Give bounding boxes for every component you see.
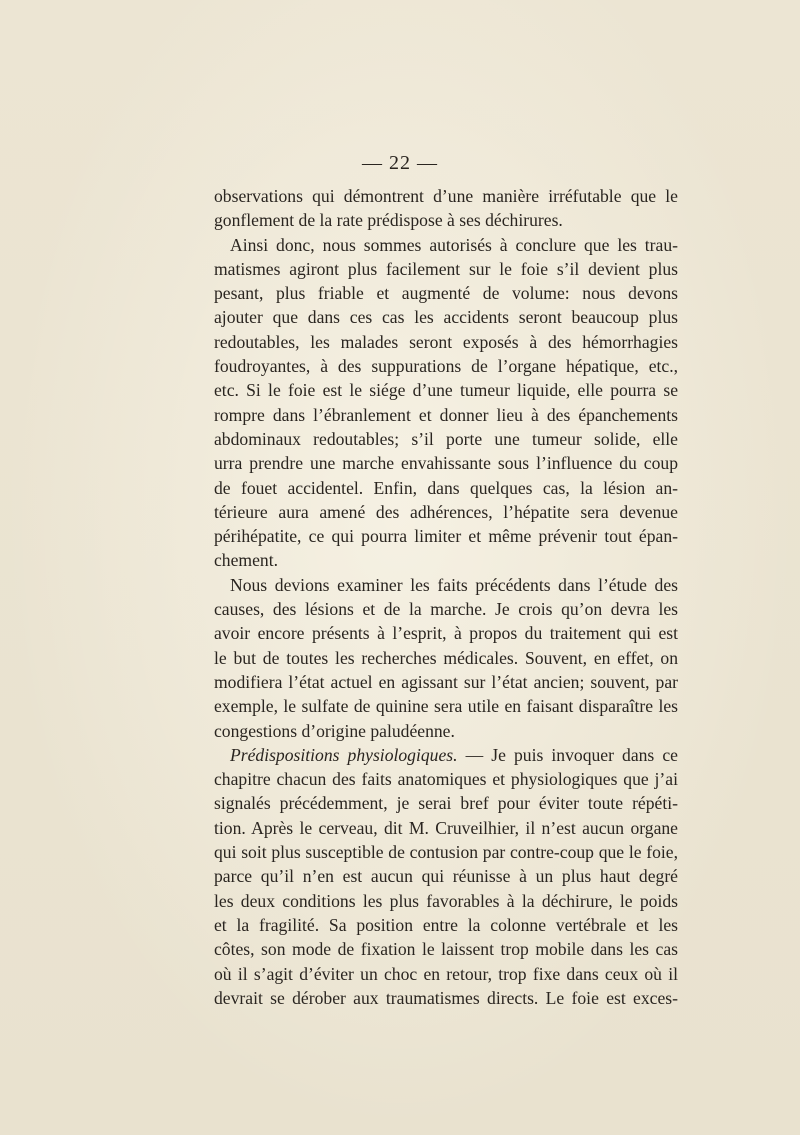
text-line bbox=[214, 233, 678, 257]
text-line bbox=[214, 500, 678, 524]
text-line bbox=[214, 354, 678, 378]
text-line bbox=[214, 281, 678, 305]
line-text: térieure aura amené des adhérences, l’hépatite sera devenue bbox=[214, 501, 678, 522]
line-text: périhépatite, ce qui pourra limiter et même prévenir tout épan- bbox=[214, 526, 678, 547]
text-line bbox=[214, 378, 678, 402]
line-text: où il s’agit d’éviter un choc en retour, trop fixe dans ceux où il bbox=[214, 963, 678, 984]
line-text: pesant, plus friable et augmenté de volume: nous devons bbox=[214, 283, 678, 304]
line-text: congestions d’origine paludéenne. bbox=[214, 720, 455, 741]
line-text: etc. Si le foie est le siége d’une tumeur liquide, elle pourra se bbox=[214, 380, 678, 401]
text-line bbox=[214, 476, 678, 500]
text-line bbox=[214, 962, 678, 986]
text-line bbox=[214, 791, 678, 815]
text-line bbox=[214, 597, 678, 621]
line-text: et la fragilité. Sa position entre la colonne vertébrale et les bbox=[214, 914, 678, 935]
line-text: le but de toutes les recherches médicales. Souvent, en effet, on bbox=[214, 647, 678, 668]
line-text: foudroyantes, à des suppurations de l’organe hépatique, etc., bbox=[214, 356, 678, 377]
line-text: exemple, le sulfate de quinine sera utile en faisant disparaître les bbox=[214, 696, 678, 717]
text-line bbox=[214, 184, 678, 208]
text-line bbox=[214, 889, 678, 913]
line-text: causes, des lésions et de la marche. Je crois qu’on devra les bbox=[214, 599, 678, 620]
text-line bbox=[214, 573, 678, 597]
text-line bbox=[214, 257, 678, 281]
text-line bbox=[214, 743, 678, 767]
body-text bbox=[214, 184, 678, 1010]
line-text: signalés précédemment, je serai bref pour éviter toute répéti- bbox=[214, 793, 678, 814]
line-text: chement. bbox=[214, 550, 278, 571]
line-text: Ainsi donc, nous sommes autorisés à conclure que les trau- bbox=[230, 234, 678, 255]
text-line bbox=[214, 816, 678, 840]
page-number: — 22 — bbox=[362, 152, 438, 174]
text-line bbox=[214, 451, 678, 475]
line-text: rompre dans l’ébranlement et donner lieu à des épanchements bbox=[214, 404, 678, 425]
line-text: urra prendre une marche envahissante sous l’influence du coup bbox=[214, 453, 678, 474]
text-line bbox=[214, 427, 678, 451]
text-line bbox=[214, 913, 678, 937]
line-text: observations qui démontrent d’une manière irréfutable que le bbox=[214, 186, 678, 206]
text-line bbox=[214, 548, 678, 572]
text-line bbox=[214, 330, 678, 354]
text-line bbox=[214, 719, 678, 743]
text-line bbox=[214, 305, 678, 329]
text-line bbox=[214, 937, 678, 961]
text-line bbox=[214, 670, 678, 694]
line-text: Nous devions examiner les faits précédents dans l’étude des bbox=[230, 574, 678, 595]
text-line bbox=[214, 403, 678, 427]
text-line bbox=[214, 208, 678, 232]
line-text: les deux conditions les plus favorables à la déchirure, le poids bbox=[214, 890, 678, 911]
text-line bbox=[214, 986, 678, 1010]
section-heading: Prédispositions physiologiques. bbox=[230, 744, 458, 765]
line-text: côtes, son mode de fixation le laissent trop mobile dans les cas bbox=[214, 939, 678, 960]
text-line bbox=[214, 646, 678, 670]
line-text: qui soit plus susceptible de contusion par contre-coup que le foie, bbox=[214, 842, 678, 863]
text-line bbox=[214, 524, 678, 548]
line-text: de fouet accidentel. Enfin, dans quelques cas, la lésion an- bbox=[214, 477, 678, 498]
text-line bbox=[214, 767, 678, 791]
text-line bbox=[214, 694, 678, 718]
text-line bbox=[214, 840, 678, 864]
line-text: devrait se dérober aux traumatismes directs. Le foie est exces- bbox=[214, 987, 678, 1008]
line-text: tion. Après le cerveau, dit M. Cruveilhier, il n’est aucun organe bbox=[214, 817, 678, 838]
line-text: gonflement de la rate prédispose à ses déchirures. bbox=[214, 210, 563, 231]
line-text: modifiera l’état actuel en agissant sur l’état ancien; souvent, par bbox=[214, 671, 678, 692]
line-text: — Je puis invoquer dans ce bbox=[457, 744, 678, 765]
line-text: redoutables, les malades seront exposés à des hémorrhagies bbox=[214, 331, 678, 352]
line-text: chapitre chacun des faits anatomiques et physiologiques que j’ai bbox=[214, 769, 678, 790]
line-text: abdominaux redoutables; s’il porte une tumeur solide, elle bbox=[214, 428, 678, 449]
text-line bbox=[214, 621, 678, 645]
line-text: ajouter que dans ces cas les accidents seront beaucoup plus bbox=[214, 307, 678, 328]
text-line bbox=[214, 864, 678, 888]
line-text: avoir encore présents à l’esprit, à propos du traitement qui est bbox=[214, 623, 678, 644]
line-text: matismes agiront plus facilement sur le foie s’il devient plus bbox=[214, 258, 678, 279]
line-text: parce qu’il n’en est aucun qui réunisse à un plus haut degré bbox=[214, 866, 678, 887]
